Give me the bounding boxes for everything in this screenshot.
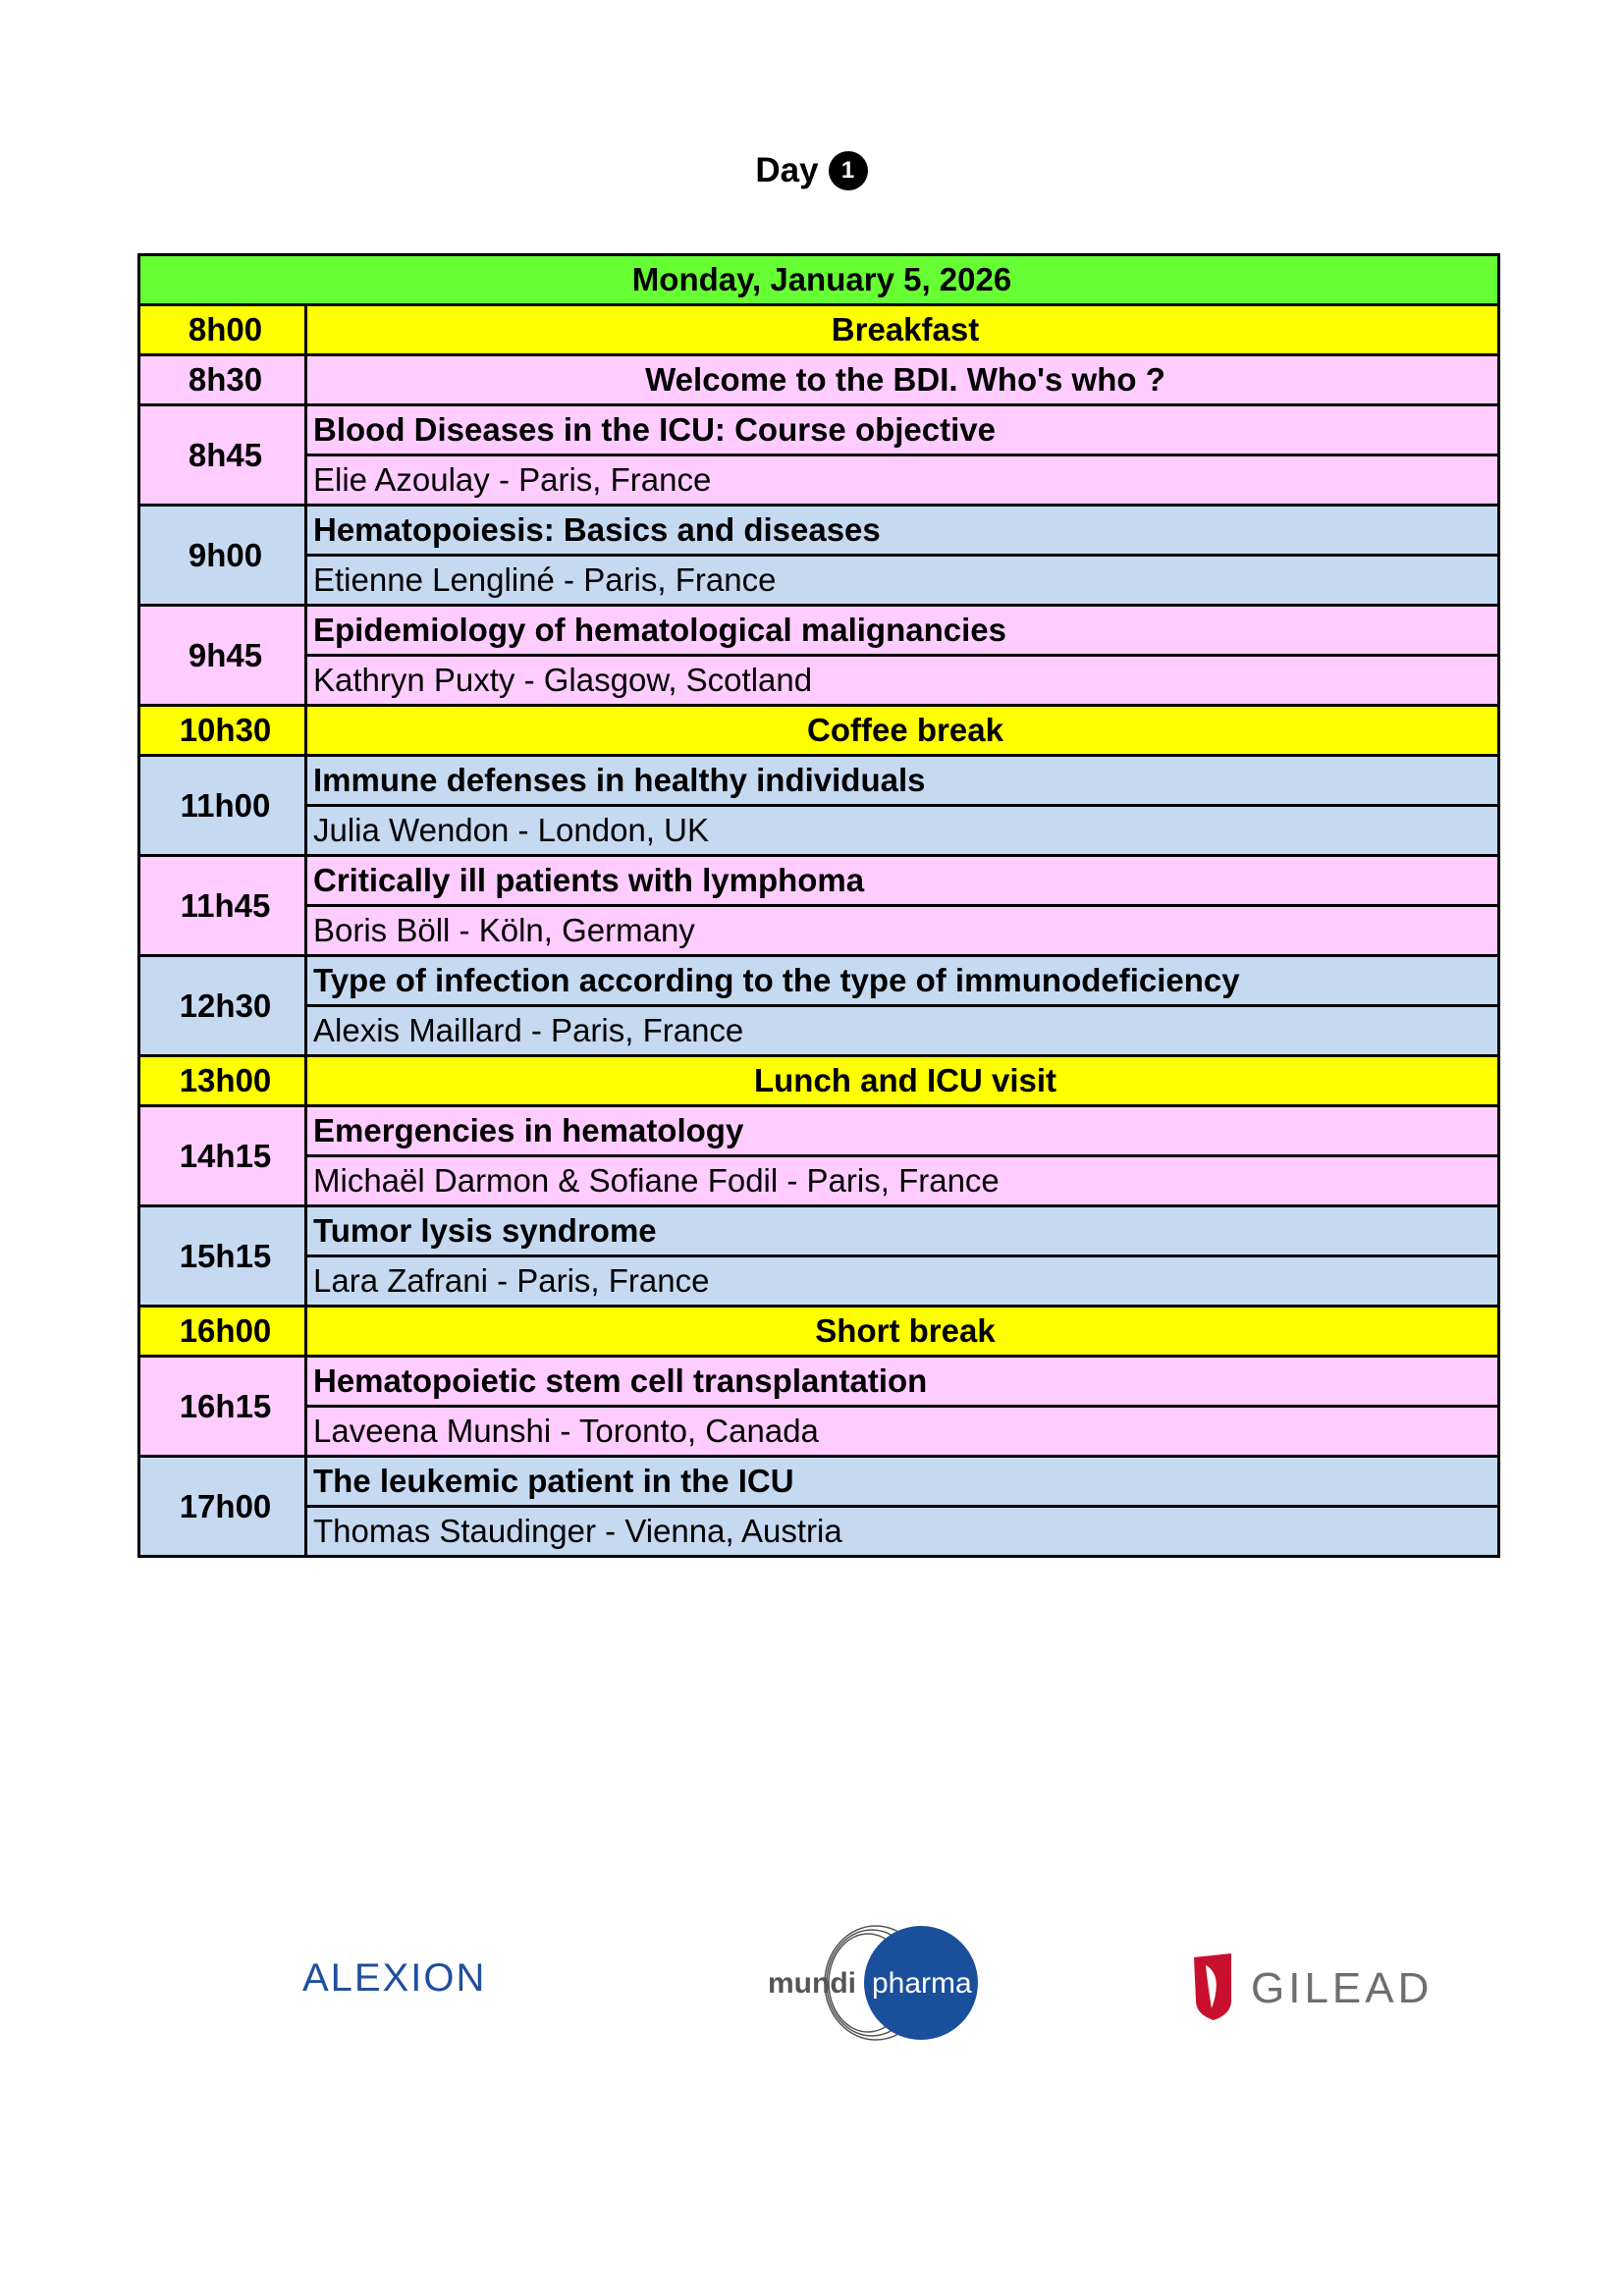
session-time: 9h45 — [139, 606, 306, 706]
session-title: Welcome to the BDI. Who's who ? — [306, 355, 1499, 405]
schedule-row — [139, 956, 1499, 1006]
session-time: 11h00 — [139, 756, 306, 856]
alexion-logo-text: ALEXION — [302, 1956, 487, 2000]
schedule-row — [139, 1357, 1499, 1407]
schedule-row — [139, 1206, 1499, 1256]
schedule-row — [139, 1307, 1499, 1357]
day-heading — [0, 149, 1623, 190]
session-speaker: Alexis Maillard - Paris, France — [306, 1006, 1499, 1056]
session-title: Emergencies in hematology — [306, 1106, 1499, 1156]
schedule-row — [139, 606, 1499, 656]
break-label: Lunch and ICU visit — [306, 1056, 1499, 1106]
speaker-row — [139, 1507, 1499, 1557]
schedule-row — [139, 756, 1499, 806]
speaker-row — [139, 806, 1499, 856]
speaker-row — [139, 1407, 1499, 1457]
speaker-row — [139, 656, 1499, 706]
session-title: Immune defenses in healthy individuals — [306, 756, 1499, 806]
schedule-row — [139, 506, 1499, 556]
schedule-row — [139, 856, 1499, 906]
session-time: 8h45 — [139, 405, 306, 506]
session-speaker: Elie Azoulay - Paris, France — [306, 455, 1499, 506]
session-time: 8h00 — [139, 305, 306, 355]
session-speaker: Thomas Staudinger - Vienna, Austria — [306, 1507, 1499, 1557]
speaker-row — [139, 1156, 1499, 1206]
mundipharma-logo — [766, 1924, 982, 2042]
schedule-row — [139, 1457, 1499, 1507]
break-label: Breakfast — [306, 305, 1499, 355]
session-title: Blood Diseases in the ICU: Course objective — [306, 405, 1499, 455]
session-time: 15h15 — [139, 1206, 306, 1307]
session-time: 14h15 — [139, 1106, 306, 1206]
speaker-row — [139, 556, 1499, 606]
day-label: Day — [755, 150, 819, 189]
session-title: Critically ill patients with lymphoma — [306, 856, 1499, 906]
session-time: 12h30 — [139, 956, 306, 1056]
session-time: 11h45 — [139, 856, 306, 956]
gilead-logo-text: GILEAD — [1251, 1964, 1434, 2012]
session-time: 13h00 — [139, 1056, 306, 1106]
speaker-row — [139, 1256, 1499, 1307]
session-speaker: Boris Böll - Köln, Germany — [306, 906, 1499, 956]
session-speaker: Lara Zafrani - Paris, France — [306, 1256, 1499, 1307]
schedule-row — [139, 305, 1499, 355]
schedule-row — [139, 706, 1499, 756]
break-label: Short break — [306, 1307, 1499, 1357]
session-speaker: Julia Wendon - London, UK — [306, 806, 1499, 856]
day-number-badge: 1 — [829, 151, 868, 190]
session-time: 8h30 — [139, 355, 306, 405]
session-time: 16h00 — [139, 1307, 306, 1357]
mundipharma-logo-left: mundi — [768, 1967, 856, 2000]
alexion-logo — [302, 1951, 520, 2001]
schedule-row — [139, 405, 1499, 455]
session-time: 10h30 — [139, 706, 306, 756]
session-title: Type of infection according to the type of immunodeficiency — [306, 956, 1499, 1006]
session-speaker: Etienne Lengliné - Paris, France — [306, 556, 1499, 606]
session-time: 9h00 — [139, 506, 306, 606]
speaker-row — [139, 455, 1499, 506]
session-title: Hematopoiesis: Basics and diseases — [306, 506, 1499, 556]
sponsor-logos — [0, 1924, 1623, 2052]
speaker-row — [139, 1006, 1499, 1056]
session-title: Epidemiology of hematological malignancies — [306, 606, 1499, 656]
schedule-row — [139, 355, 1499, 405]
schedule-date: Monday, January 5, 2026 — [139, 255, 1499, 305]
mundipharma-logo-right: pharma — [872, 1967, 972, 2000]
session-title: The leukemic patient in the ICU — [306, 1457, 1499, 1507]
session-speaker: Michaël Darmon & Sofiane Fodil - Paris, France — [306, 1156, 1499, 1206]
session-time: 16h15 — [139, 1357, 306, 1457]
date-row — [139, 255, 1499, 305]
schedule-row — [139, 1056, 1499, 1106]
gilead-logo — [1188, 1946, 1443, 2024]
session-title: Tumor lysis syndrome — [306, 1206, 1499, 1256]
session-speaker: Kathryn Puxty - Glasgow, Scotland — [306, 656, 1499, 706]
session-title: Hematopoietic stem cell transplantation — [306, 1357, 1499, 1407]
schedule-table — [137, 253, 1500, 1558]
schedule-body — [139, 255, 1499, 1557]
session-time: 17h00 — [139, 1457, 306, 1557]
schedule-row — [139, 1106, 1499, 1156]
session-speaker: Laveena Munshi - Toronto, Canada — [306, 1407, 1499, 1457]
speaker-row — [139, 906, 1499, 956]
break-label: Coffee break — [306, 706, 1499, 756]
